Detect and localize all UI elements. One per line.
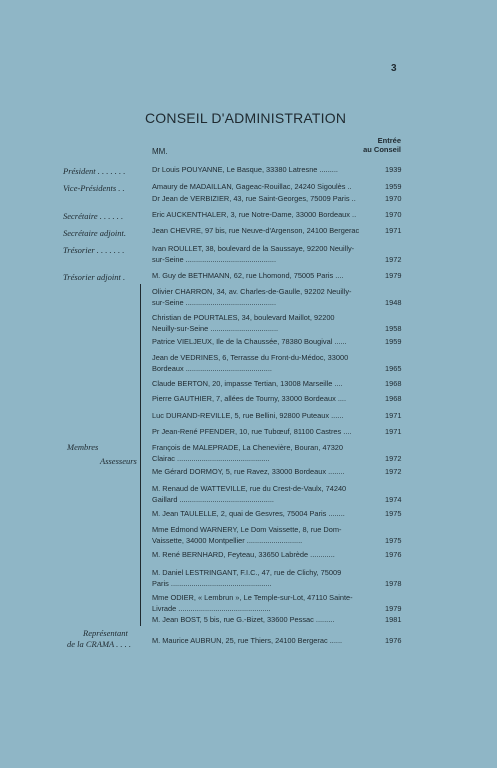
member-line: Paris ................................................. [152, 579, 272, 588]
entry-year: 1958 [385, 324, 402, 333]
page-number: 3 [391, 63, 397, 74]
member-entry [152, 243, 377, 265]
member-line: Mme Edmond WARNERY, Le Dom Vaissette, 8, rue Dom- [152, 525, 342, 534]
mm-label: MM. [152, 147, 168, 156]
entry-year: 1959 [385, 337, 402, 346]
member-line: Jean de VEDRINES, 6, Terrasse du Front-du-Médoc, 33000 [152, 353, 349, 362]
member-line: Neuilly-sur-Seine ................................. [152, 324, 279, 333]
entry-year: 1939 [385, 165, 402, 174]
member-line: M. Daniel LESTRINGANT, F.I.C., 47, rue de Clichy, 75009 [152, 568, 342, 577]
entry-year: 1979 [385, 271, 402, 280]
member-line: Me Gérard DORMOY, 5, rue Ravez, 33000 Bordeaux ........ [152, 467, 345, 476]
entry-year: 1970 [385, 210, 402, 219]
member-line: Gaillard .............................................. [152, 495, 274, 504]
role-label: Secrétaire adjoint. [63, 228, 126, 238]
role-label: Assesseurs [100, 456, 137, 466]
member-line: M. Jean TAULELLE, 2, quai de Gesvres, 75004 Paris ........ [152, 509, 345, 518]
member-entry [152, 270, 377, 281]
entry-year: 1971 [385, 411, 402, 420]
member-entry [152, 209, 377, 220]
member-entry [152, 592, 377, 614]
member-line: Bordeaux .......................................... [152, 364, 272, 373]
member-entry [152, 286, 377, 308]
role-label: Trésorier adjoint . [63, 272, 126, 282]
member-entry [152, 635, 377, 646]
member-line: Pierre GAUTHIER, 7, allées de Tourny, 33000 Bordeaux .... [152, 394, 347, 403]
member-entry [152, 614, 377, 625]
entry-year: 1970 [385, 194, 402, 203]
entry-year: 1976 [385, 636, 402, 645]
member-line: Patrice VIELJEUX, Ile de la Chaussée, 78380 Bougival ...... [152, 337, 347, 346]
member-entry [152, 164, 377, 175]
assesseurs-bracket [140, 284, 145, 626]
member-entry [152, 466, 377, 477]
member-entry [152, 378, 377, 389]
entry-year: 1968 [385, 394, 402, 403]
entry-year: 1975 [385, 536, 402, 545]
entry-year: 1971 [385, 427, 402, 436]
member-line: Vaissette, 34000 Montpellier ........................... [152, 536, 303, 545]
member-entry [152, 426, 377, 437]
member-line: Dr Louis POUYANNE, Le Basque, 33380 Latresne ......... [152, 165, 338, 174]
entry-year: 1979 [385, 604, 402, 613]
entry-year: 1972 [385, 467, 402, 476]
member-line: sur-Seine ............................................ [152, 298, 277, 307]
entry-year: 1948 [385, 298, 402, 307]
member-entry [152, 225, 377, 236]
member-entry [152, 508, 377, 519]
member-entry [152, 193, 377, 204]
member-line: Claude BERTON, 20, impasse Tertian, 13008 Marseille .... [152, 379, 343, 388]
member-entry [152, 312, 377, 334]
member-line: M. Jean BOST, 5 bis, rue G.-Bizet, 33600 Pessac ......... [152, 615, 335, 624]
entry-year: 1972 [385, 454, 402, 463]
member-entry [152, 524, 377, 546]
member-line: Amaury de MADAILLAN, Gageac-Rouillac, 24240 Sigoulès .. [152, 182, 352, 191]
member-line: M. Guy de BETHMANN, 62, rue Lhomond, 75005 Paris .... [152, 271, 344, 280]
member-entry [152, 352, 377, 374]
member-entry [152, 549, 377, 560]
entree-header [363, 136, 401, 154]
entry-year: 1971 [385, 226, 402, 235]
role-label: Représentant [83, 628, 128, 638]
member-line: Clairac ............................................. [152, 454, 270, 463]
member-line: M. Renaud de WATTEVILLE, rue du Crest-de-Vaulx, 74240 [152, 484, 347, 493]
member-entry [152, 336, 377, 347]
member-line: Olivier CHARRON, 34, av. Charles-de-Gaulle, 92202 Neuilly- [152, 287, 352, 296]
member-line: Mme ODIER, « Lembrun », Le Temple-sur-Lot, 47110 Sainte- [152, 593, 353, 602]
member-line: François de MALEPRADE, La Chenevière, Bouran, 47320 [152, 443, 344, 452]
member-line: sur-Seine ............................................ [152, 255, 277, 264]
entry-year: 1975 [385, 509, 402, 518]
entree-line-2: au Conseil [363, 145, 401, 154]
entry-year: 1972 [385, 255, 402, 264]
entree-line-1: Entrée [377, 136, 401, 145]
member-line: M. René BERNHARD, Feyteau, 33650 Labrède ............ [152, 550, 335, 559]
role-label: Secrétaire . . . . . . [63, 211, 124, 221]
role-label: de la CRAMA . . . . [67, 639, 132, 649]
entry-year: 1968 [385, 379, 402, 388]
member-line: Luc DURAND-REVILLE, 5, rue Bellini, 92800 Puteaux ...... [152, 411, 344, 420]
entry-year: 1976 [385, 550, 402, 559]
entry-year: 1978 [385, 579, 402, 588]
role-label: Trésorier . . . . . . . [63, 245, 125, 255]
member-entry [152, 483, 377, 505]
member-entry [152, 442, 377, 464]
member-line: Ivan ROULLET, 38, boulevard de la Saussaye, 92200 Neuilly- [152, 244, 355, 253]
member-line: Jean CHEVRE, 97 bis, rue Neuve-d'Argenson, 24100 Bergerac [152, 226, 360, 235]
member-line: Pr Jean-René PFENDER, 10, rue Tubœuf, 81100 Castres .... [152, 427, 352, 436]
member-entry [152, 181, 377, 192]
role-label: Membres [67, 442, 99, 452]
member-line: Dr Jean de VERBIZIER, 43, rue Saint-Georges, 75009 Paris .. [152, 194, 356, 203]
role-label: Vice-Présidents . . [63, 183, 125, 193]
role-label: Président . . . . . . . [63, 166, 126, 176]
member-entry [152, 410, 377, 421]
member-line: Livrade ............................................. [152, 604, 271, 613]
member-line: Eric AUCKENTHALER, 3, rue Notre-Dame, 33000 Bordeaux .. [152, 210, 357, 219]
entry-year: 1959 [385, 182, 402, 191]
page-title: CONSEIL D'ADMINISTRATION [145, 110, 347, 126]
member-line: M. Maurice AUBRUN, 25, rue Thiers, 24100 Bergerac ...... [152, 636, 343, 645]
member-entry [152, 393, 377, 404]
entry-year: 1965 [385, 364, 402, 373]
member-entry [152, 567, 377, 589]
entry-year: 1981 [385, 615, 402, 624]
member-line: Christian de POURTALES, 34, boulevard Maillot, 92200 [152, 313, 335, 322]
entry-year: 1974 [385, 495, 402, 504]
